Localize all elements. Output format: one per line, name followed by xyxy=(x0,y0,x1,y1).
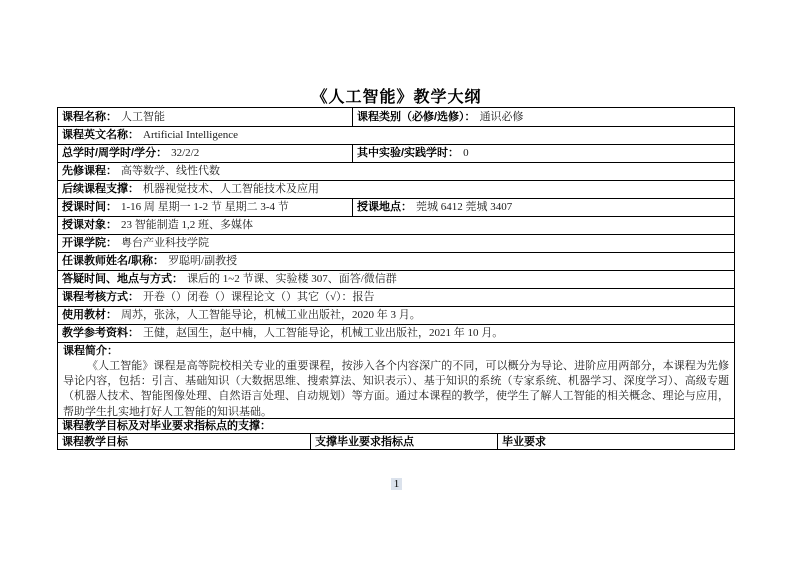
course-category-cell xyxy=(353,108,734,126)
qa-cell xyxy=(58,271,734,288)
objectives-col-indicator xyxy=(311,434,498,449)
assessment-cell xyxy=(58,289,734,306)
course-name-label: 课程名称： xyxy=(62,110,117,123)
row-course-name xyxy=(58,108,734,126)
row-hours xyxy=(58,144,734,162)
page-number-value: 1 xyxy=(391,478,403,490)
qa-value: 课后的 1~2 节课、实验楼 307、面答/微信群 xyxy=(187,273,397,285)
row-class-time xyxy=(58,198,734,216)
hours-credits-cell xyxy=(58,145,353,162)
course-name-cell xyxy=(58,108,353,126)
objectives-col-indicator-label: 支撑毕业要求指标点 xyxy=(315,435,414,448)
row-references xyxy=(58,324,734,342)
lab-hours-cell xyxy=(353,145,734,162)
textbook-cell xyxy=(58,307,734,324)
row-teacher xyxy=(58,252,734,270)
syllabus-table xyxy=(57,107,735,450)
class-location-value: 莞城 6412 莞城 3407 xyxy=(416,201,513,213)
follow-up-value: 机器视觉技术、人工智能技术及应用 xyxy=(143,183,319,195)
class-time-cell xyxy=(58,199,353,216)
row-course-name-en xyxy=(58,126,734,144)
row-qa xyxy=(58,270,734,288)
school-cell xyxy=(58,235,734,252)
course-name-value: 人工智能 xyxy=(121,110,165,123)
row-follow-up xyxy=(58,180,734,198)
row-objectives-header xyxy=(58,433,734,449)
row-assessment xyxy=(58,288,734,306)
teacher-label: 任课教师姓名/职称： xyxy=(62,255,165,267)
assessment-value: 开卷（）闭卷（）课程论文（）其它（√）：报告 xyxy=(143,291,375,303)
objectives-col-requirement xyxy=(498,434,734,449)
class-location-cell xyxy=(353,199,734,216)
prerequisites-label: 先修课程： xyxy=(62,165,117,177)
hours-credits-value: 32/2/2 xyxy=(171,147,200,159)
school-label: 开课学院： xyxy=(62,237,117,249)
references-value: 王健，赵国生，赵中楠，人工智能导论，机械工业出版社，2021 年 10 月。 xyxy=(143,327,504,339)
references-cell xyxy=(58,325,734,342)
row-course-intro xyxy=(58,342,734,418)
lab-hours-value: 0 xyxy=(463,147,469,159)
course-name-en-value: Artificial Intelligence xyxy=(143,129,238,141)
course-category-value: 通识必修 xyxy=(479,110,524,123)
objectives-col-requirement-label: 毕业要求 xyxy=(502,435,546,448)
course-name-en-label: 课程英文名称： xyxy=(62,129,139,141)
course-name-en-cell xyxy=(58,127,734,144)
row-objectives-section xyxy=(58,418,734,433)
textbook-value: 周苏，张泳，人工智能导论，机械工业出版社，2020 年 3 月。 xyxy=(121,309,421,321)
qa-label: 答疑时间、地点与方式： xyxy=(62,273,183,285)
references-label: 教学参考资料： xyxy=(62,327,139,339)
school-value: 粤台产业科技学院 xyxy=(121,237,209,249)
hours-credits-label: 总学时/周学时/学分： xyxy=(62,147,168,159)
course-category-label: 课程类别（必修/选修）： xyxy=(357,110,476,123)
row-students xyxy=(58,216,734,234)
assessment-label: 课程考核方式： xyxy=(62,291,139,303)
row-school xyxy=(58,234,734,252)
objectives-section-cell xyxy=(58,419,734,433)
row-textbook xyxy=(58,306,734,324)
textbook-label: 使用教材： xyxy=(62,309,117,321)
prerequisites-value: 高等数学、线性代数 xyxy=(121,165,220,177)
objectives-col-goal xyxy=(58,434,311,449)
course-intro-text: 《人工智能》课程是高等院校相关专业的重要课程，按涉入各个内容深广的不同，可以概分为导论、进阶应用两部分，本课程为先修导论内容，包括：引言、基础知识（大数据思维、搜索算法、知识表示）、基于知识的系统（专家系统、机器学习、深度学习）、高级专题（机器人技术、智能图像处理、自然语言处理、自动规划）等方面。通过本课程的教学，使学生了解人工智能的相关概念、理论与应用，帮助学生扎实地打好人工智能的知识基础。 xyxy=(63,360,729,418)
prerequisites-cell xyxy=(58,163,734,180)
objectives-section-label: 课程教学目标及对毕业要求指标点的支撑： xyxy=(62,419,271,432)
class-location-label: 授课地点： xyxy=(357,201,412,213)
follow-up-label: 后续课程支撑： xyxy=(62,183,139,195)
class-time-label: 授课时间： xyxy=(62,201,117,213)
students-label: 授课对象： xyxy=(62,219,117,231)
page-number xyxy=(0,478,793,490)
teacher-cell xyxy=(58,253,734,270)
row-prerequisites xyxy=(58,162,734,180)
teacher-value: 罗聪明/副教授 xyxy=(168,255,238,267)
page-title: 《人工智能》教学大纲 xyxy=(311,89,482,106)
students-value: 23 智能制造 1,2 班、多媒体 xyxy=(121,219,253,231)
course-intro-label: 课程简介： xyxy=(63,345,118,357)
class-time-value: 1-16 周 星期一 1-2 节 星期二 3-4 节 xyxy=(121,201,289,213)
objectives-col-goal-label: 课程教学目标 xyxy=(62,435,128,448)
follow-up-cell xyxy=(58,181,734,198)
students-cell xyxy=(58,217,734,234)
lab-hours-label: 其中实验/实践学时： xyxy=(357,147,460,159)
